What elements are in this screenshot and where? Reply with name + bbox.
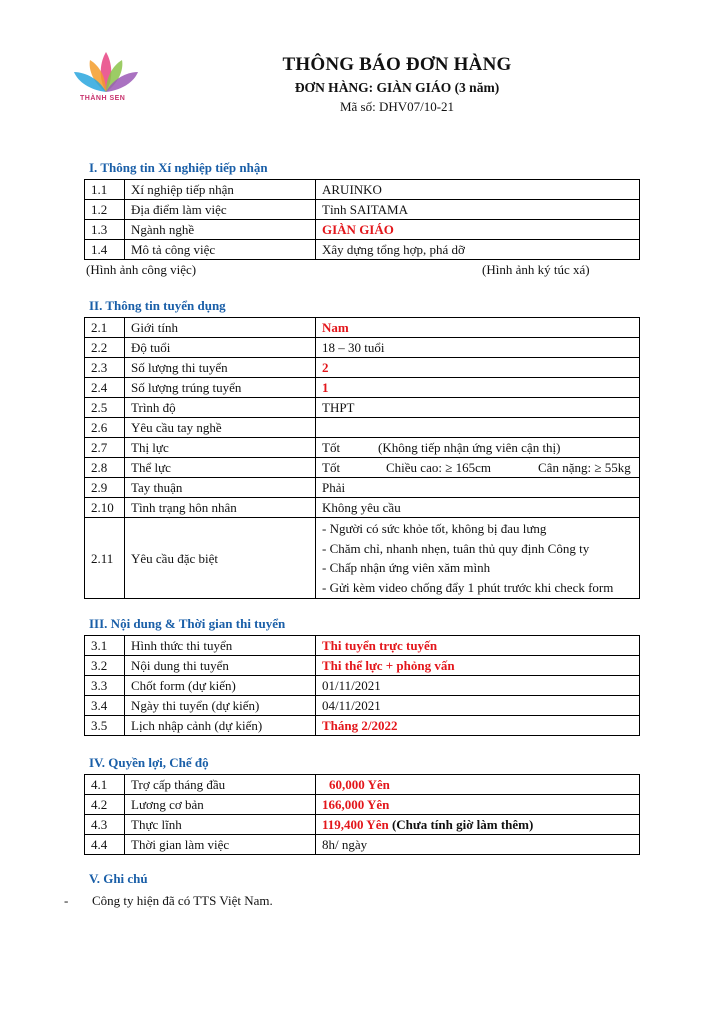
- section-2-table: [84, 317, 640, 599]
- table-row: [85, 438, 640, 458]
- table-row: [85, 636, 640, 656]
- table-row: [85, 200, 640, 220]
- row-label: Số lượng thi tuyển: [125, 358, 316, 378]
- row-number: 1.2: [85, 200, 125, 220]
- row-number: 2.6: [85, 418, 125, 438]
- section-4-table: [84, 774, 640, 855]
- work-image-caption: (Hình ảnh công việc): [86, 262, 197, 277]
- row-value: 04/11/2021: [316, 696, 640, 716]
- table-row: [85, 676, 640, 696]
- section-5-title: V. Ghi chú: [89, 871, 148, 886]
- row-value: Thi tuyển trực tuyến: [316, 636, 640, 656]
- eyesight-note: (Không tiếp nhận ứng viên cận thị): [378, 440, 561, 455]
- section-3-table: [84, 635, 640, 736]
- row-number: 1.1: [85, 180, 125, 200]
- row-value: 01/11/2021: [316, 676, 640, 696]
- row-number: 3.2: [85, 656, 125, 676]
- section-4-title: IV. Quyền lợi, Chế độ: [89, 755, 209, 770]
- list-item: - Chấp nhận ứng viên xăm mình: [322, 560, 491, 575]
- row-value: GIÀN GIÁO: [316, 220, 640, 240]
- eyesight-value: Tốt: [322, 440, 341, 455]
- row-number: 2.7: [85, 438, 125, 458]
- row-value: 60,000 Yên: [316, 775, 640, 795]
- note-item: [64, 893, 273, 909]
- row-label: Tay thuận: [125, 478, 316, 498]
- row-number: 4.3: [85, 815, 125, 835]
- list-item: - Gửi kèm video chống đẩy 1 phút trước khi check form: [322, 579, 614, 595]
- row-value: Tháng 2/2022: [316, 716, 640, 736]
- row-value: [316, 418, 640, 438]
- row-number: 2.1: [85, 318, 125, 338]
- section-3-title: III. Nội dung & Thời gian thi tuyển: [89, 616, 286, 631]
- row-value: [316, 438, 640, 458]
- table-row: [85, 318, 640, 338]
- row-label: Nội dung thi tuyển: [125, 656, 316, 676]
- row-number: 2.10: [85, 498, 125, 518]
- row-number: 2.9: [85, 478, 125, 498]
- section-1-table: [84, 179, 640, 260]
- row-number: 3.3: [85, 676, 125, 696]
- table-row: [85, 518, 640, 599]
- row-number: 3.1: [85, 636, 125, 656]
- table-row: [85, 358, 640, 378]
- row-label: Ngành nghề: [125, 220, 316, 240]
- row-label: Lương cơ bản: [125, 795, 316, 815]
- row-label: Xí nghiệp tiếp nhận: [125, 180, 316, 200]
- row-label: Số lượng trúng tuyển: [125, 378, 316, 398]
- table-row: [85, 378, 640, 398]
- table-row: [85, 478, 640, 498]
- row-value: 8h/ ngày: [316, 835, 640, 855]
- table-row: [85, 815, 640, 835]
- row-label: Ngày thi tuyển (dự kiến): [125, 696, 316, 716]
- dormitory-image-caption: (Hình ảnh ký túc xá): [482, 262, 590, 277]
- section-1-title: I. Thông tin Xí nghiệp tiếp nhận: [89, 160, 268, 175]
- row-label: Trình độ: [125, 398, 316, 418]
- row-number: 2.3: [85, 358, 125, 378]
- row-number: 1.4: [85, 240, 125, 260]
- row-value: 18 – 30 tuổi: [316, 338, 640, 358]
- section-2-title: II. Thông tin tuyển dụng: [89, 298, 226, 313]
- table-row: [85, 398, 640, 418]
- row-value: Xây dựng tổng hợp, phá dỡ: [316, 240, 640, 260]
- row-number: 1.3: [85, 220, 125, 240]
- table-row: [85, 795, 640, 815]
- note-dash: -: [64, 893, 69, 908]
- table-row: [85, 656, 640, 676]
- table-row: [85, 458, 640, 478]
- row-value: 1: [316, 378, 640, 398]
- row-label: Thời gian làm việc: [125, 835, 316, 855]
- table-row: [85, 696, 640, 716]
- list-item: - Chăm chỉ, nhanh nhẹn, tuân thủ quy định Công ty: [322, 540, 590, 556]
- row-value: Tỉnh SAITAMA: [316, 200, 640, 220]
- row-label: Mô tả công việc: [125, 240, 316, 260]
- row-number: 3.5: [85, 716, 125, 736]
- row-value: Phải: [316, 478, 640, 498]
- row-value: 2: [316, 358, 640, 378]
- row-label: Chốt form (dự kiến): [125, 676, 316, 696]
- row-label: Lịch nhập cảnh (dự kiến): [125, 716, 316, 736]
- table-row: [85, 338, 640, 358]
- table-row: [85, 775, 640, 795]
- row-number: 4.4: [85, 835, 125, 855]
- document-header: [0, 54, 724, 115]
- note-text: Công ty hiện đã có TTS Việt Nam.: [92, 893, 273, 908]
- table-row: [85, 418, 640, 438]
- row-label: Thị lực: [125, 438, 316, 458]
- row-label: Yêu cầu đặc biệt: [125, 518, 316, 599]
- row-label: Yêu cầu tay nghề: [125, 418, 316, 438]
- row-value: Thi thể lực + phỏng vấn: [316, 656, 640, 676]
- table-row: [85, 716, 640, 736]
- table-row: [85, 220, 640, 240]
- row-number: 2.5: [85, 398, 125, 418]
- weight-requirement: Cân nặng: ≥ 55kg: [538, 460, 631, 475]
- row-number: 4.1: [85, 775, 125, 795]
- row-value: Nam: [316, 318, 640, 338]
- row-label: Giới tính: [125, 318, 316, 338]
- logo-text: THÀNH SEN: [80, 95, 126, 102]
- special-requirements: [316, 518, 640, 599]
- row-number: 2.4: [85, 378, 125, 398]
- list-item: - Người có sức khỏe tốt, không bị đau lưng: [322, 521, 547, 536]
- table-row: [85, 835, 640, 855]
- row-label: Tình trạng hôn nhân: [125, 498, 316, 518]
- row-value: ARUINKO: [316, 180, 640, 200]
- row-number: 2.2: [85, 338, 125, 358]
- row-number: 4.2: [85, 795, 125, 815]
- row-value: [316, 458, 640, 478]
- row-value: [316, 815, 640, 835]
- row-label: Thể lực: [125, 458, 316, 478]
- row-value: 166,000 Yên: [316, 795, 640, 815]
- table-row: [85, 498, 640, 518]
- row-label: Thực lĩnh: [125, 815, 316, 835]
- row-number: 3.4: [85, 696, 125, 716]
- row-label: Độ tuổi: [125, 338, 316, 358]
- document-title: THÔNG BÁO ĐƠN HÀNG: [282, 54, 512, 75]
- fitness-value: Tốt: [322, 460, 341, 475]
- row-label: Trợ cấp tháng đầu: [125, 775, 316, 795]
- row-number: 2.8: [85, 458, 125, 478]
- table-row: [85, 240, 640, 260]
- height-requirement: Chiều cao: ≥ 165cm: [386, 460, 491, 475]
- row-value: THPT: [316, 398, 640, 418]
- net-salary-value: 119,400 Yên: [322, 817, 389, 832]
- row-number: 2.11: [85, 518, 125, 599]
- order-code: Mã số: DHV07/10-21: [339, 99, 455, 114]
- row-label: Hình thức thi tuyển: [125, 636, 316, 656]
- net-salary-note: (Chưa tính giờ làm thêm): [391, 817, 534, 832]
- order-subtitle: ĐƠN HÀNG: GIÀN GIÁO (3 năm): [294, 80, 500, 95]
- row-value: Không yêu cầu: [316, 498, 640, 518]
- table-row: [85, 180, 640, 200]
- row-label: Địa điểm làm việc: [125, 200, 316, 220]
